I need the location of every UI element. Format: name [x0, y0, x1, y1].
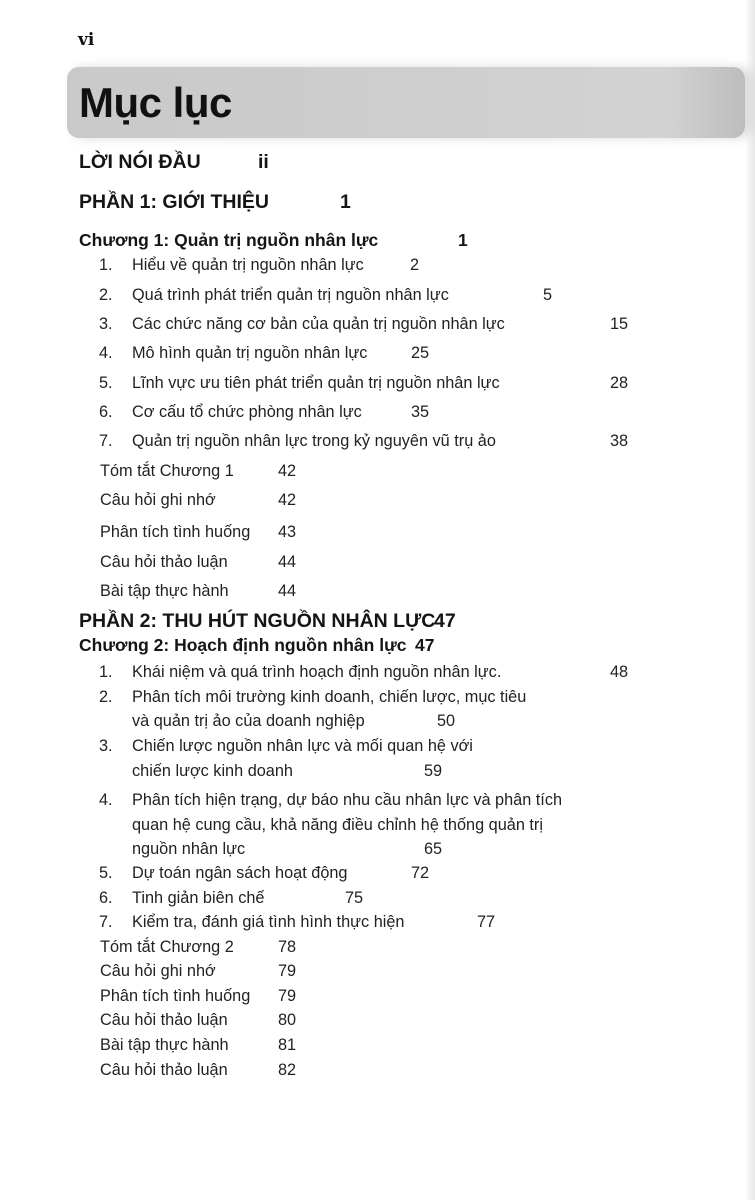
toc-summary-entry[interactable] — [100, 1034, 297, 1056]
entry-page: ii — [258, 151, 269, 173]
item-number: 6. — [99, 403, 113, 421]
item-title: Các chức năng cơ bản của quản trị nguồn nhân lực — [132, 315, 505, 333]
toc-summary-entry[interactable] — [100, 551, 297, 573]
entry-page: 80 — [278, 1011, 297, 1029]
item-title: Dự toán ngân sách hoạt động — [132, 864, 348, 882]
part-page: 47 — [434, 610, 456, 632]
entry-label: Phân tích tình huống — [100, 987, 251, 1005]
item-title-line: và quản trị ảo của doanh nghiệp — [132, 712, 365, 730]
item-number: 5. — [99, 864, 113, 882]
item-number: 2. — [99, 688, 113, 706]
entry-label: Câu hỏi ghi nhớ — [100, 491, 216, 509]
toc-part-1[interactable] — [79, 189, 351, 215]
toc-chapter-1[interactable] — [79, 228, 468, 252]
roman-page-number: vi — [78, 30, 95, 50]
entry-label: LỜI NÓI ĐẦU — [79, 151, 201, 173]
part-page: 1 — [340, 191, 351, 213]
item-number: 4. — [99, 791, 113, 809]
toc-summary-entry[interactable] — [100, 1009, 297, 1031]
item-page: 15 — [610, 315, 629, 333]
item-page: 2 — [410, 256, 420, 274]
chapter-label: Chương 1: Quản trị nguồn nhân lực — [79, 230, 379, 250]
item-page: 65 — [424, 840, 443, 858]
entry-page: 42 — [278, 462, 297, 480]
chapter-page: 47 — [415, 635, 435, 655]
item-number: 3. — [99, 737, 113, 755]
item-title-line: quan hệ cung cầu, khả năng điều chỉnh hệ thống quản trị — [132, 816, 543, 834]
toc-summary-entry[interactable] — [100, 580, 297, 602]
item-title: Khái niệm và quá trình hoạch định nguồn nhân lực. — [132, 663, 502, 681]
entry-page: 81 — [278, 1036, 297, 1054]
entry-page: 79 — [278, 987, 297, 1005]
toc-summary-entry[interactable] — [100, 936, 297, 958]
item-title: Hiểu về quản trị nguồn nhân lực — [132, 256, 364, 274]
item-page: 38 — [610, 432, 629, 450]
item-title: Cơ cấu tổ chức phòng nhân lực — [132, 403, 362, 421]
toc-summary-entry[interactable] — [100, 985, 297, 1007]
item-page: 50 — [437, 712, 456, 730]
item-page: 28 — [610, 374, 629, 392]
item-number: 1. — [99, 256, 113, 274]
item-page: 77 — [477, 913, 496, 931]
item-number: 3. — [99, 315, 113, 333]
toc-summary-entry[interactable] — [100, 489, 297, 511]
entry-label: Phân tích tình huống — [100, 523, 251, 541]
toc-entry-preface[interactable] — [79, 149, 269, 175]
entry-label: Tóm tắt Chương 2 — [100, 938, 234, 956]
entry-label: Bài tập thực hành — [100, 1036, 229, 1054]
toc-summary-entry[interactable] — [100, 460, 297, 482]
item-number: 1. — [99, 663, 113, 681]
item-page: 5 — [543, 286, 553, 304]
entry-label: Câu hỏi thảo luận — [100, 1061, 228, 1079]
toc-chapter-2[interactable] — [79, 633, 435, 657]
item-page: 35 — [411, 403, 430, 421]
entry-page: 44 — [278, 582, 297, 600]
page-edge-shadow — [745, 0, 755, 1200]
item-title: Quá trình phát triển quản trị nguồn nhân lực — [132, 286, 449, 304]
entry-label: Câu hỏi ghi nhớ — [100, 962, 216, 980]
item-number: 2. — [99, 286, 113, 304]
item-title-line: Phân tích hiện trạng, dự báo nhu cầu nhân lực và phân tích — [132, 791, 563, 809]
entry-page: 44 — [278, 553, 297, 571]
item-page: 75 — [345, 889, 364, 907]
entry-label: Câu hỏi thảo luận — [100, 1011, 228, 1029]
toc-summary-entry[interactable] — [100, 960, 297, 982]
entry-label: Câu hỏi thảo luận — [100, 553, 228, 571]
toc-part-2[interactable] — [79, 608, 456, 634]
chapter-label: Chương 2: Hoạch định nguồn nhân lực — [79, 635, 407, 655]
entry-page: 82 — [278, 1061, 297, 1079]
item-title: Quản trị nguồn nhân lực trong kỷ nguyên vũ trụ ảo — [132, 432, 496, 450]
item-title-line: Phân tích môi trường kinh doanh, chiến lược, mục tiêu — [132, 688, 527, 706]
item-number: 7. — [99, 432, 113, 450]
item-number: 5. — [99, 374, 113, 392]
item-title-line: nguồn nhân lực — [132, 840, 246, 858]
toc-summary-entry[interactable] — [100, 1059, 297, 1081]
item-page: 59 — [424, 762, 443, 780]
item-page: 25 — [411, 344, 430, 362]
entry-page: 43 — [278, 523, 297, 541]
entry-label: Bài tập thực hành — [100, 582, 229, 600]
item-title: Kiểm tra, đánh giá tình hình thực hiện — [132, 913, 405, 931]
item-number: 6. — [99, 889, 113, 907]
entry-page: 79 — [278, 962, 297, 980]
item-number: 7. — [99, 913, 113, 931]
item-page: 48 — [610, 663, 629, 681]
part-label: PHẦN 2: THU HÚT NGUỒN NHÂN LỰC — [79, 610, 436, 632]
entry-page: 78 — [278, 938, 297, 956]
part-label: PHẦN 1: GIỚI THIỆU — [79, 191, 269, 213]
entry-label: Tóm tắt Chương 1 — [100, 462, 234, 480]
chapter-page: 1 — [458, 230, 468, 250]
page-title: Mục lục — [79, 79, 232, 126]
item-page: 72 — [411, 864, 430, 882]
item-title-line: chiến lược kinh doanh — [132, 762, 293, 780]
item-title: Tinh giản biên chế — [132, 889, 265, 907]
item-title-line: Chiến lược nguồn nhân lực và mối quan hệ với — [132, 737, 473, 755]
entry-page: 42 — [278, 491, 297, 509]
item-title: Mô hình quản trị nguồn nhân lực — [132, 344, 368, 362]
toc-summary-entry[interactable] — [100, 521, 297, 543]
item-number: 4. — [99, 344, 113, 362]
item-title: Lĩnh vực ưu tiên phát triển quản trị nguồn nhân lực — [132, 374, 500, 392]
